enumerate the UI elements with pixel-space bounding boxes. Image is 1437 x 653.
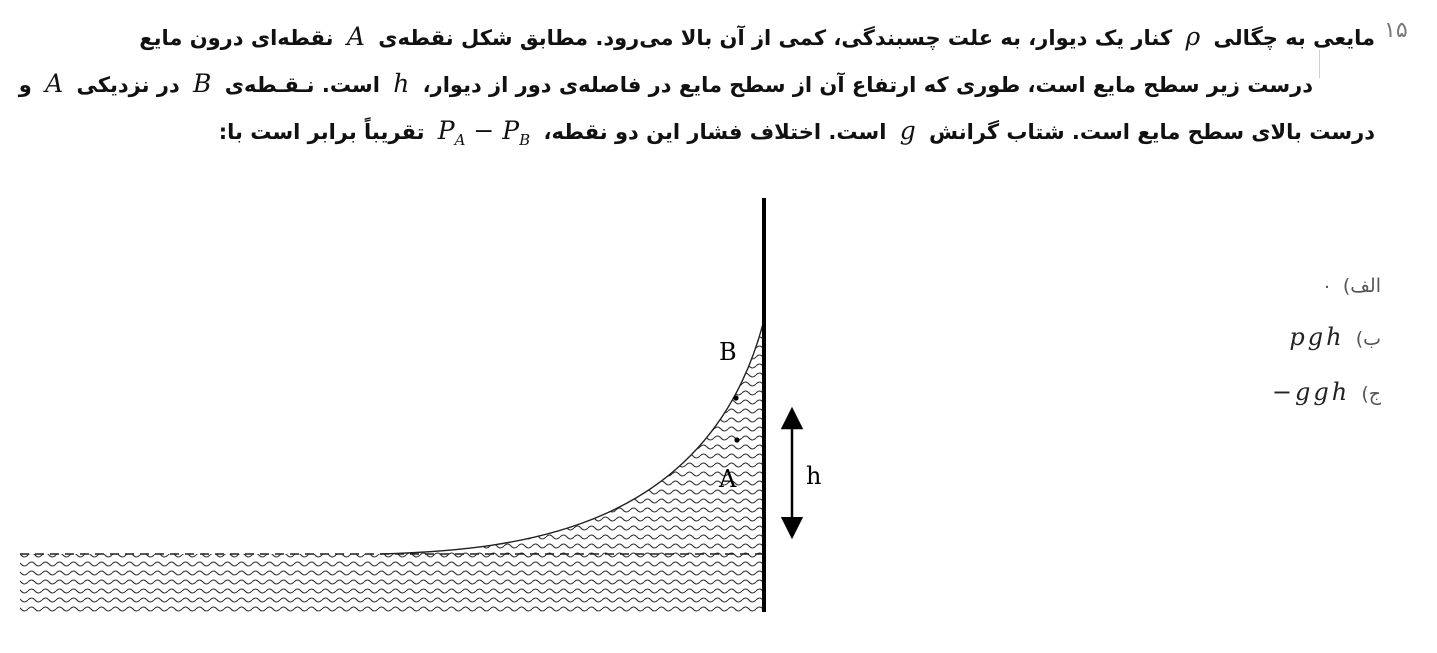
minus-sign: −: [473, 116, 495, 145]
text-segment: است. اختلاف فشار این دو نقطه،: [543, 120, 887, 144]
question-line-1: [5, 14, 1375, 61]
subscript-b: B: [519, 131, 531, 149]
math-point-a: A: [346, 22, 365, 51]
p-symbol-a: P: [437, 116, 455, 145]
math-pressure-difference: [438, 108, 530, 163]
figure-label-h: h: [806, 462, 822, 490]
option-alef[interactable]: [1236, 275, 1381, 297]
math-rho: ρ: [1185, 22, 1201, 51]
point-b-dot: [733, 395, 738, 400]
figure-label-b: B: [719, 338, 737, 366]
liquid-body: [20, 320, 764, 612]
text-segment: درست بالای سطح مایع است. شتاب گرانش: [929, 120, 1375, 144]
text-segment: تقریباً برابر است با:: [218, 120, 425, 144]
point-a-dot: [734, 437, 739, 442]
question-line-3: [5, 108, 1375, 163]
math-point-a-2: A: [45, 69, 64, 98]
math-point-b: B: [193, 69, 212, 98]
option-be[interactable]: [1236, 323, 1381, 351]
text-segment: درست زیر سطح مایع است، طوری که ارتفاع آن از سطح مایع در فاصله‌ی دور از دیوار،: [422, 73, 1313, 97]
subscript-a: A: [454, 131, 466, 149]
question-number: ۱۵: [1384, 18, 1408, 43]
option-value: ۰: [1322, 276, 1332, 297]
option-value: −ggh: [1271, 378, 1351, 406]
option-label: ج): [1361, 383, 1381, 405]
question-text: [5, 14, 1375, 163]
text-segment: و: [18, 73, 32, 97]
text-segment: نقطه‌ای درون مایع: [139, 26, 334, 50]
option-label: ب): [1355, 328, 1381, 350]
math-h: h: [393, 69, 410, 98]
text-segment: در نزدیکی: [76, 73, 180, 97]
figure-label-a: A: [719, 465, 737, 493]
option-jim[interactable]: [1236, 378, 1381, 406]
option-label: الف): [1342, 275, 1381, 297]
question-line-2: [5, 61, 1313, 108]
meniscus-figure: [0, 190, 900, 630]
math-g: g: [899, 116, 916, 145]
text-segment: کنار یک دیوار، به علت چسبندگی، کمی از آن بالا می‌رود. مطابق شکل نقطه‌ی: [378, 26, 1173, 50]
text-segment: است. نـقـطه‌ی: [224, 73, 380, 97]
option-value: pgh: [1289, 323, 1345, 351]
p-symbol-b: P: [502, 116, 520, 145]
text-segment: مایعی به چگالی: [1213, 26, 1375, 50]
